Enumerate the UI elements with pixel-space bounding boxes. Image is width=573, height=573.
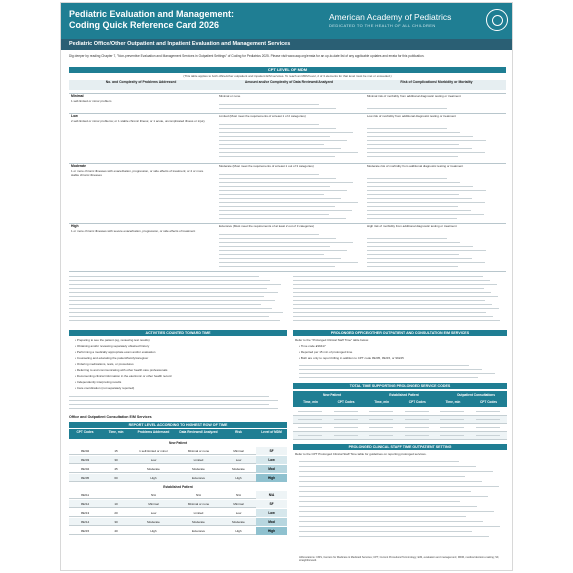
total-time-col-header: Time, min bbox=[445, 400, 461, 404]
mdm-detail-line bbox=[219, 242, 353, 243]
mdm-row-divider bbox=[69, 271, 506, 272]
mdm-detail-line bbox=[219, 194, 324, 195]
table-row bbox=[69, 491, 287, 499]
level-cell-data: Moderate bbox=[192, 467, 205, 471]
mdm-risk-detail-line bbox=[367, 182, 460, 183]
level-cell-code: 99214 bbox=[80, 520, 90, 524]
mdm-risk-detail-line bbox=[367, 108, 447, 109]
table-row bbox=[69, 456, 287, 464]
level-cell-code: 99202 bbox=[80, 449, 90, 453]
section-subheader: Pediatric Office/Other Outpatient and Inpatient Evaluation and Management Services bbox=[61, 39, 513, 50]
level-table-header bbox=[69, 429, 287, 439]
table-row bbox=[69, 465, 287, 473]
clinical-staff-line bbox=[299, 511, 494, 512]
mdm-detail-line bbox=[219, 190, 347, 191]
total-time-col-header: CPT Codes bbox=[408, 400, 426, 404]
table-row bbox=[69, 500, 287, 508]
level-cell-mdm: Low bbox=[256, 456, 287, 464]
level-cell-problems: Low bbox=[150, 511, 157, 515]
mdm-row-problems: 1 self-limited or minor problem bbox=[71, 99, 112, 103]
total-time-cell-line bbox=[440, 427, 464, 428]
activity-item: • Obtaining and/or reviewing separately obtained history bbox=[75, 344, 150, 348]
level-cell-time: 40 bbox=[114, 529, 118, 533]
prolonged-text: Refer to the "Prolonged Clinical Staff Time" table below. bbox=[295, 338, 369, 342]
mdm-risk-detail-line bbox=[367, 250, 486, 251]
level-cell-risk: Minimal bbox=[233, 502, 244, 506]
org-tagline: DEDICATED TO THE HEALTH OF ALL CHILDREN bbox=[329, 23, 436, 28]
footnote-line bbox=[293, 284, 497, 285]
level-cell-data: Minimal or none bbox=[187, 502, 210, 506]
total-time-cell-line bbox=[369, 411, 393, 412]
level-cell-time: 20 bbox=[114, 511, 118, 515]
clinical-staff-line bbox=[299, 486, 499, 487]
mdm-row-data: Moderate (Must meet the requirements of at least 1 out of 3 categories) bbox=[219, 164, 314, 168]
activities-bar: ACTIVITIES COUNTED TOWARD TIME bbox=[69, 330, 287, 336]
new-patient-label: New Patient bbox=[168, 441, 188, 445]
mdm-row-level: Moderate bbox=[71, 164, 87, 168]
level-cell-mdm: High bbox=[256, 527, 287, 535]
mdm-detail-line bbox=[219, 206, 335, 207]
clinical-staff-text: Refer to the CPT Prolonged Clinical Staff Time table for guidelines on reporting prolonged services. bbox=[295, 452, 427, 456]
footnote-line bbox=[293, 308, 499, 309]
clinical-staff-line bbox=[299, 481, 482, 482]
total-time-header bbox=[293, 391, 507, 407]
mdm-detail-line bbox=[219, 238, 336, 239]
level-cell-data: Moderate bbox=[192, 520, 205, 524]
clinical-staff-line bbox=[299, 516, 466, 517]
total-time-col-header: Time, min bbox=[303, 400, 318, 404]
total-time-cell-line bbox=[405, 427, 429, 428]
level-cell-data: N/A bbox=[195, 493, 201, 497]
established-patient-label: Established Patient bbox=[163, 485, 193, 489]
total-time-cell-line bbox=[334, 419, 358, 420]
mdm-detail-line bbox=[219, 186, 330, 187]
mdm-risk-detail-line bbox=[367, 218, 457, 219]
level-cell-code: 99204 bbox=[80, 467, 90, 471]
footnote-line bbox=[69, 284, 281, 285]
mdm-detail-line bbox=[219, 254, 324, 255]
prolonged-item: • Reported per 15 min of prolonged time bbox=[299, 350, 353, 354]
level-cell-risk: Low bbox=[235, 458, 242, 462]
org-name: American Academy of Pediatrics bbox=[329, 12, 452, 22]
mdm-risk-detail-line bbox=[367, 186, 473, 187]
mdm-risk-detail-line bbox=[367, 198, 472, 199]
mdm-detail-line bbox=[219, 128, 336, 129]
mdm-detail-line bbox=[219, 148, 341, 149]
total-time-cell-line bbox=[405, 419, 429, 420]
activity-note-line bbox=[69, 396, 269, 397]
clinical-staff-line bbox=[299, 506, 477, 507]
card-header bbox=[61, 3, 513, 39]
activity-item: • Independently interpreting results bbox=[75, 380, 122, 384]
level-cell-problems: High bbox=[150, 529, 157, 533]
footnote-line bbox=[293, 304, 492, 305]
mdm-row-risk: Minimal risk of morbidity from additional diagnostic testing or treatment bbox=[367, 94, 461, 98]
mdm-risk-detail-line bbox=[367, 132, 460, 133]
footnote-line bbox=[293, 320, 500, 321]
table-row bbox=[69, 509, 287, 517]
mdm-detail-line bbox=[219, 262, 358, 263]
total-time-bar: TOTAL TIME SUPPORTING PROLONGED SERVICE CODES bbox=[293, 383, 507, 389]
mdm-detail-line bbox=[219, 174, 319, 175]
footnote-line bbox=[69, 300, 275, 301]
level-cell-mdm: SF bbox=[256, 500, 287, 508]
level-cell-code: 99213 bbox=[80, 511, 90, 515]
level-cell-code: 99212 bbox=[80, 502, 90, 506]
footnote-line bbox=[293, 288, 484, 289]
mdm-risk-detail-line bbox=[367, 148, 472, 149]
total-time-cell-line bbox=[476, 419, 500, 420]
clinical-staff-line bbox=[299, 496, 488, 497]
mdm-risk-detail-line bbox=[367, 238, 447, 239]
clinical-staff-line bbox=[299, 466, 476, 467]
mdm-row-problems: 1 or more chronic illnesses with severe exacerbation, progression, or side effects of treatment bbox=[71, 229, 196, 233]
mdm-row-risk: Moderate risk of morbidity from additional diagnostic testing or treatment bbox=[367, 164, 464, 168]
mdm-row-problems: 1 or more chronic illnesses with exacerbation, progression, or side effects of treatment; or 2 or more stable chronic illnesses bbox=[71, 169, 204, 177]
level-col-header: Time, min bbox=[108, 430, 124, 434]
prolonged-note-line bbox=[299, 365, 469, 366]
mdm-detail-line bbox=[219, 178, 336, 179]
level-cell-mdm: Mod bbox=[256, 518, 287, 526]
mdm-risk-detail-line bbox=[367, 266, 458, 267]
mdm-detail-line bbox=[219, 210, 352, 211]
footnote-line bbox=[69, 312, 283, 313]
clinical-staff-line bbox=[299, 501, 460, 502]
level-cell-mdm: High bbox=[256, 474, 287, 482]
clinical-staff-line bbox=[299, 531, 472, 532]
level-cell-risk: Minimal bbox=[233, 449, 244, 453]
total-time-cell-line bbox=[476, 411, 500, 412]
mdm-risk-detail-line bbox=[367, 152, 485, 153]
table-row bbox=[69, 447, 287, 455]
mdm-row-level: Low bbox=[71, 114, 78, 118]
level-cell-data: Minimal or none bbox=[187, 449, 210, 453]
mdm-risk-detail-line bbox=[367, 214, 484, 215]
level-cell-mdm: Low bbox=[256, 509, 287, 517]
footnote-line bbox=[293, 292, 491, 293]
mdm-risk-detail-line bbox=[367, 246, 473, 247]
prolonged-bar: PROLONGED OFFICE/OTHER OUTPATIENT AND CONSULTATION E/M SERVICES bbox=[293, 330, 507, 336]
mdm-risk-detail-line bbox=[367, 262, 485, 263]
total-time-col-header: Time, min bbox=[374, 400, 390, 404]
prolonged-item: • Time code ●99417 bbox=[299, 344, 326, 348]
mdm-detail-line bbox=[219, 136, 330, 137]
activity-note-line bbox=[69, 408, 278, 409]
mdm-detail-line bbox=[219, 266, 335, 267]
level-col-header: Risk bbox=[235, 430, 242, 434]
total-time-cell-line bbox=[334, 427, 358, 428]
footnote-line bbox=[69, 308, 272, 309]
level-cell-risk: Moderate bbox=[232, 467, 245, 471]
footnote-line bbox=[293, 316, 493, 317]
level-cell-time: 60 bbox=[114, 476, 118, 480]
activity-item: • Counseling and educating the patient/family/caregiver bbox=[75, 356, 149, 360]
prolonged-item: • Both are only to report billing in addition to CPT code 99205, 99215, or 99245 bbox=[299, 356, 404, 360]
prolonged-note-line bbox=[299, 369, 482, 370]
mdm-risk-detail-line bbox=[367, 206, 458, 207]
level-cell-time: 10 bbox=[114, 502, 118, 506]
clinical-staff-line bbox=[299, 461, 459, 462]
level-cell-time: 30 bbox=[114, 458, 118, 462]
table-row bbox=[69, 518, 287, 526]
clinical-staff-line bbox=[299, 521, 483, 522]
total-time-col-header: CPT Codes bbox=[337, 400, 355, 404]
activity-note-line bbox=[69, 400, 278, 401]
level-cell-mdm: SF bbox=[256, 447, 287, 455]
level-cell-mdm: Mod bbox=[256, 465, 287, 473]
mdm-risk-detail-line bbox=[367, 190, 486, 191]
mdm-detail-line bbox=[219, 202, 358, 203]
mdm-risk-detail-line bbox=[367, 210, 471, 211]
mdm-row-data: Extensive (Must meet the requirements of at least 2 out of 3 categories) bbox=[219, 224, 315, 228]
abbreviations: Abbreviations: CMS, Centers for Medicare & Medicaid Services; CPT, Current Procedural Terminology; E/M, evaluation and management; MDM, medical decision-making; SF, straightforward. bbox=[299, 556, 500, 563]
mdm-risk-detail-line bbox=[367, 258, 472, 259]
total-time-cell-line bbox=[369, 427, 393, 428]
footnote-line bbox=[293, 312, 486, 313]
mdm-detail-line bbox=[219, 182, 353, 183]
mdm-bar: CPT LEVEL OF MDM bbox=[69, 67, 506, 73]
activity-item: • Referring to and communicating with other health care professionals bbox=[75, 368, 168, 372]
table-row bbox=[69, 474, 287, 482]
level-cell-problems: Moderate bbox=[147, 467, 160, 471]
footnote-line bbox=[69, 296, 264, 297]
total-time-row bbox=[293, 432, 507, 440]
clinical-staff-line bbox=[299, 491, 471, 492]
clinical-staff-line bbox=[299, 526, 500, 527]
prolonged-note-line bbox=[299, 373, 495, 374]
total-time-cell-line bbox=[440, 435, 464, 436]
total-time-cell-line bbox=[334, 411, 358, 412]
table-row bbox=[69, 527, 287, 535]
total-time-col-header: CPT Codes bbox=[479, 400, 497, 404]
footnote-line bbox=[69, 280, 270, 281]
level-cell-time: 45 bbox=[114, 467, 118, 471]
mdm-risk-detail-line bbox=[367, 128, 447, 129]
prolonged-note-line bbox=[299, 377, 478, 378]
level-table-caption: Office and Outpatient Consultation E/M Services bbox=[69, 415, 152, 419]
level-cell-code: 99211 bbox=[80, 493, 90, 497]
mdm-detail-line bbox=[219, 258, 341, 259]
level-cell-data: Limited bbox=[193, 458, 204, 462]
clinical-staff-line bbox=[299, 476, 465, 477]
mdm-risk-detail-line bbox=[367, 136, 473, 137]
total-time-cell-line bbox=[298, 411, 322, 412]
total-time-group: Outpatient Consultations bbox=[456, 393, 496, 397]
footnote-line bbox=[69, 320, 280, 321]
level-cell-risk: N/A bbox=[235, 493, 241, 497]
mdm-col-data: Amount and/or Complexity of Data Reviewed/Analyzed bbox=[244, 80, 334, 84]
footnote-line bbox=[293, 296, 498, 297]
footnote-line bbox=[293, 300, 485, 301]
mdm-detail-line bbox=[219, 152, 358, 153]
total-time-row bbox=[293, 416, 507, 424]
footnote-line bbox=[69, 292, 278, 293]
mdm-detail-line bbox=[219, 218, 346, 219]
total-time-cell-line bbox=[405, 411, 429, 412]
footnote-line bbox=[69, 288, 267, 289]
level-cell-problems: Minimal bbox=[148, 502, 159, 506]
total-time-group: Established Patient bbox=[389, 393, 419, 397]
level-cell-data: Limited bbox=[193, 511, 204, 515]
activity-note-line bbox=[69, 404, 269, 405]
level-cell-time: 15 bbox=[114, 449, 118, 453]
level-cell-data: Extensive bbox=[191, 529, 205, 533]
mdm-risk-detail-line bbox=[367, 202, 485, 203]
footnote-line bbox=[293, 280, 490, 281]
mdm-risk-detail-line bbox=[367, 242, 460, 243]
total-time-group: New Patient bbox=[322, 393, 342, 397]
mdm-row-level: High bbox=[71, 224, 79, 228]
mdm-detail-line bbox=[219, 234, 319, 235]
level-cell-problems: Low bbox=[150, 458, 157, 462]
mdm-row-problems: 2 self-limited or minor problems; or 1 stable chronic illness; or 1 acute, uncomplicated illness or injury bbox=[71, 119, 205, 123]
card-title bbox=[69, 9, 309, 31]
level-cell-problems: High bbox=[150, 476, 157, 480]
mdm-col-risk: Risk of Complications/ Morbidity or Mortality bbox=[400, 80, 473, 84]
total-time-cell-line bbox=[369, 419, 393, 420]
total-time-cell-line bbox=[476, 427, 500, 428]
level-cell-mdm: N/A bbox=[256, 491, 287, 499]
total-time-row bbox=[293, 424, 507, 432]
mdm-detail-line bbox=[219, 246, 330, 247]
mdm-risk-detail-line bbox=[367, 140, 486, 141]
mdm-risk-detail-line bbox=[367, 144, 459, 145]
total-time-cell-line bbox=[369, 435, 393, 436]
mdm-risk-detail-line bbox=[367, 254, 459, 255]
mdm-risk-detail-line bbox=[367, 178, 447, 179]
aap-seal-logo bbox=[486, 9, 508, 31]
mdm-row-risk: Low risk of morbidity from additional diagnostic testing or treatment bbox=[367, 114, 456, 118]
level-cell-risk: High bbox=[235, 476, 242, 480]
mdm-detail-line bbox=[219, 214, 329, 215]
mdm-risk-detail-line bbox=[367, 156, 458, 157]
level-table-bar: REPORT LEVEL ACCORDING TO HIGHEST ROW OF TIME bbox=[69, 422, 287, 428]
footnote-line bbox=[69, 316, 269, 317]
footnote-line bbox=[69, 304, 261, 305]
total-time-cell-line bbox=[405, 435, 429, 436]
mdm-detail-line bbox=[219, 104, 319, 105]
total-time-cell-line bbox=[440, 419, 464, 420]
level-cell-code: 99203 bbox=[80, 458, 90, 462]
activity-item: • Ordering medications, tests, or procedures bbox=[75, 362, 134, 366]
total-time-cell-line bbox=[298, 427, 322, 428]
mdm-detail-line bbox=[219, 198, 341, 199]
mdm-detail-line bbox=[219, 156, 335, 157]
mdm-detail-line bbox=[219, 108, 336, 109]
mdm-detail-line bbox=[219, 132, 353, 133]
total-time-cell-line bbox=[298, 435, 322, 436]
total-time-cell-line bbox=[298, 419, 322, 420]
mdm-detail-line bbox=[219, 250, 347, 251]
clinical-staff-line bbox=[299, 471, 493, 472]
intro-text: Dig deeper by reading Chapter 7, "Non-preventive Evaluation and Management Services in Outpatient Settings" of Coding for Pediatrics 2025. Please visit www.aap.org/errata for an up-to-date list of any applicable updates and errata for this publication. bbox=[69, 54, 425, 58]
total-time-cell-line bbox=[440, 411, 464, 412]
total-time-cell-line bbox=[334, 435, 358, 436]
mdm-detail-line bbox=[219, 124, 319, 125]
level-cell-risk: Moderate bbox=[232, 520, 245, 524]
mdm-row-risk: High risk of morbidity from additional diagnostic testing or treatment bbox=[367, 224, 457, 228]
total-time-row bbox=[293, 408, 507, 416]
activity-item: • Care coordination (not separately reported) bbox=[75, 386, 135, 390]
reference-card bbox=[60, 2, 513, 571]
level-cell-problems: 1 self-limited or minor bbox=[139, 449, 168, 453]
level-cell-problems: N/A bbox=[150, 493, 156, 497]
mdm-row-data: Minimal or none bbox=[219, 94, 241, 98]
total-time-cell-line bbox=[476, 435, 500, 436]
level-cell-code: 99205 bbox=[80, 476, 90, 480]
mdm-risk-detail-line bbox=[367, 194, 459, 195]
mdm-table-header bbox=[69, 80, 506, 90]
activity-item: • Performing a medically appropriate exam and/or evaluation bbox=[75, 350, 156, 354]
level-col-header: Level of MDM bbox=[261, 430, 282, 434]
mdm-row-level: Minimal bbox=[71, 94, 84, 98]
level-col-header: Problems Addressed bbox=[137, 430, 170, 434]
level-cell-risk: High bbox=[235, 529, 242, 533]
level-col-header: Data Reviewed/ Analyzed bbox=[179, 430, 218, 434]
level-cell-code: 99215 bbox=[80, 529, 90, 533]
activity-item: • Documenting clinical information in the electronic or other health record bbox=[75, 374, 172, 378]
mdm-detail-line bbox=[219, 144, 324, 145]
activity-item: • Preparing to see the patient (eg, reviewing test results) bbox=[75, 338, 150, 342]
mdm-bar-subtitle: (This table applies to both office/other outpatient and inpatient E/M services. To reach an MDM level, 2 of 3 elements for that level must be met or exceeded.) bbox=[183, 74, 392, 78]
level-col-header: CPT Codes bbox=[76, 430, 94, 434]
title-line-2: Coding Quick Reference Card 2026 bbox=[69, 20, 220, 30]
clinical-staff-line bbox=[299, 536, 489, 537]
clinical-staff-bar: PROLONGED CLINICAL STAFF TIME OUTPATIENT SETTING bbox=[293, 444, 507, 450]
mdm-row-data: Limited (Must meet the requirements of at least 1 of 2 categories) bbox=[219, 114, 306, 118]
title-line-1: Pediatric Evaluation and Management: bbox=[69, 9, 235, 19]
level-cell-data: Extensive bbox=[191, 476, 205, 480]
mdm-detail-line bbox=[219, 140, 347, 141]
mdm-col-problems: No. and Complexity of Problems Addressed bbox=[105, 80, 177, 84]
level-cell-time: 30 bbox=[114, 520, 118, 524]
footnote-line bbox=[69, 276, 259, 277]
level-cell-problems: Moderate bbox=[147, 520, 160, 524]
footnote-line bbox=[293, 276, 483, 277]
level-cell-risk: Low bbox=[235, 511, 242, 515]
